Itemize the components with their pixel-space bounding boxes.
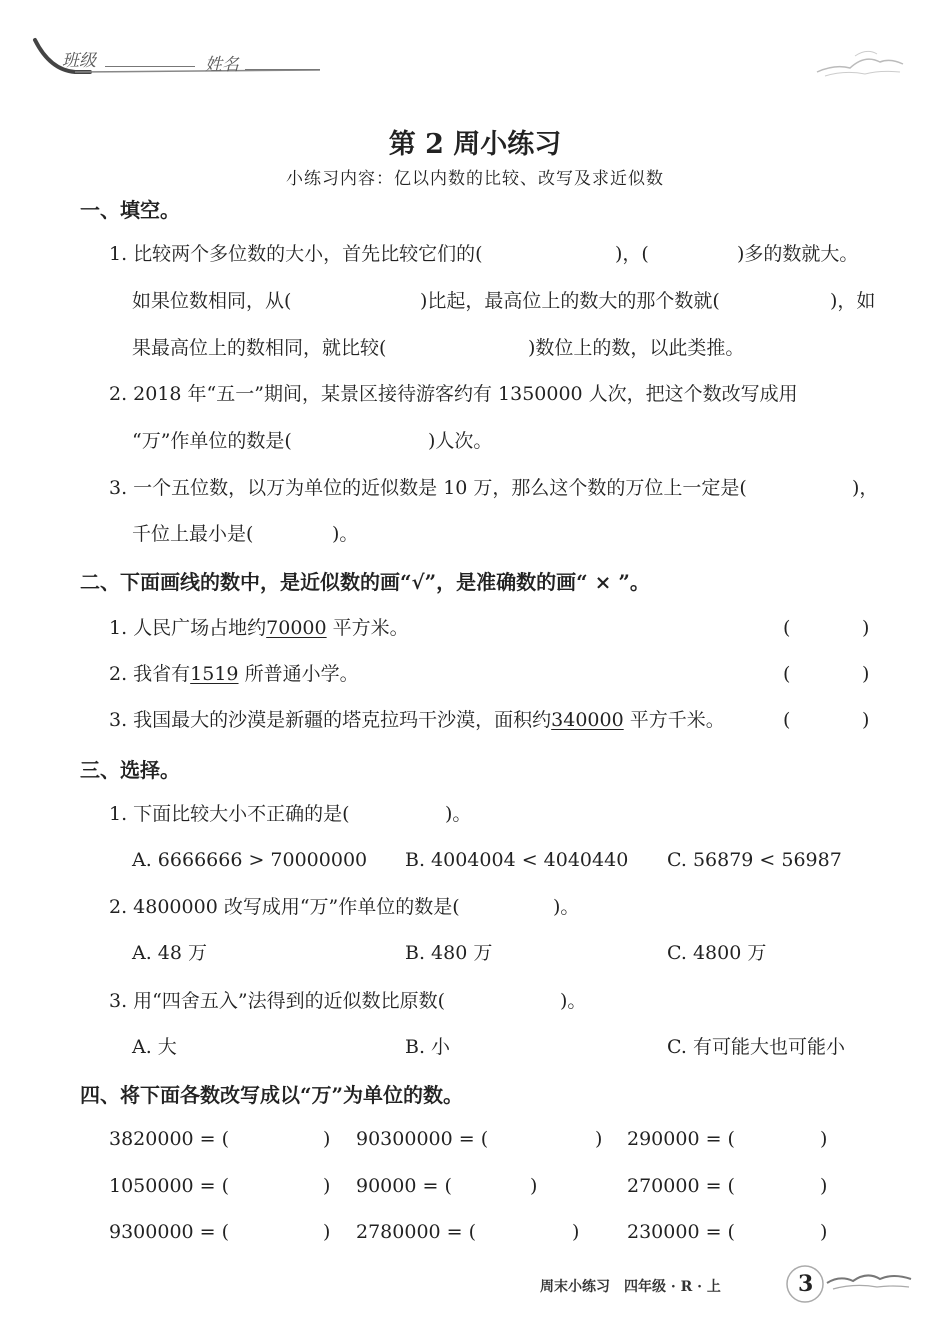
s2-item-2-pre: 2. 我省有 — [109, 663, 191, 685]
section-4-heading: 四、将下面各数改写成以“万”为单位的数。 — [80, 1083, 464, 1107]
q1-line3-b: )数位上的数，以此类推。 — [528, 337, 745, 359]
section-2-heading: 二、下面画线的数中，是近似数的画“√”，是准确数的画“ × ”。 — [80, 570, 650, 594]
section-3-heading: 三、选择。 — [80, 758, 180, 782]
s4-r3-c2: 2780000 = ( — [356, 1221, 477, 1243]
s3-q2-stem-b: )。 — [553, 896, 580, 918]
s4-r2-c1-close: ) — [323, 1175, 331, 1197]
s3-q1-option-b[interactable]: B. 4004004 < 4040440 — [405, 849, 629, 871]
s2-item-2-paren-close: ) — [862, 663, 870, 685]
footer-mountain-decoration — [825, 1265, 915, 1295]
s4-r3-c2-close: ) — [572, 1221, 580, 1243]
s3-q1-stem-a: 1. 下面比较大小不正确的是( — [109, 803, 350, 825]
q1-line2-c: )，如 — [830, 290, 876, 312]
s4-r1-c3-close: ) — [820, 1128, 828, 1150]
s2-item-1-post: 平方米。 — [326, 617, 409, 639]
s2-item-2-number: 1519 — [190, 663, 239, 685]
page-title: 第 2 周小练习 — [388, 129, 562, 160]
s3-q1-option-c[interactable]: C. 56879 < 56987 — [667, 849, 842, 871]
s2-item-2 — [109, 665, 359, 684]
s4-r2-c3-close: ) — [820, 1175, 828, 1197]
q2-line2-a: “万”作单位的数是( — [132, 430, 292, 452]
q1-line2-a: 如果位数相同，从( — [132, 290, 292, 312]
q3-line2-a: 千位上最小是( — [132, 523, 254, 545]
s2-item-3-pre: 3. 我国最大的沙漠是新疆的塔克拉玛干沙漠，面积约 — [109, 709, 552, 731]
section-1-heading: 一、填空。 — [80, 198, 180, 222]
s3-q2-option-b[interactable]: B. 480 万 — [405, 942, 493, 964]
s4-r3-c3-close: ) — [820, 1221, 828, 1243]
s4-r1-c2: 90300000 = ( — [356, 1128, 489, 1150]
s2-item-3 — [109, 711, 725, 730]
q1-line1-a: 1. 比较两个多位数的大小，首先比较它们的( — [109, 243, 483, 265]
q1-line1-c: )多的数就大。 — [737, 243, 859, 265]
s4-r3-c3: 230000 = ( — [627, 1221, 735, 1243]
s4-r2-c1: 1050000 = ( — [109, 1175, 230, 1197]
s4-r3-c1-close: ) — [323, 1221, 331, 1243]
page-subtitle: 小练习内容：亿以内数的比较、改写及求近似数 — [286, 169, 664, 189]
s3-q2-option-c[interactable]: C. 4800 万 — [667, 942, 767, 964]
s3-q3-option-c[interactable]: C. 有可能大也可能小 — [667, 1036, 845, 1058]
s3-q3-stem-b: )。 — [560, 990, 587, 1012]
class-blank[interactable] — [105, 66, 195, 67]
s4-r2-c2-close: ) — [530, 1175, 538, 1197]
s4-r1-c2-close: ) — [595, 1128, 603, 1150]
s2-item-1-paren-close: ) — [862, 617, 870, 639]
s2-item-2-post: 所普通小学。 — [238, 663, 359, 685]
s2-item-3-paren-open[interactable]: ( — [783, 709, 791, 731]
q3-line2-b: )。 — [332, 523, 359, 545]
class-label: 班级 — [62, 51, 96, 71]
s4-r1-c3: 290000 = ( — [627, 1128, 735, 1150]
footer-text: 周末小练习 四年级 · R · 上 — [540, 1279, 721, 1295]
s3-q2-stem-a: 2. 4800000 改写成用“万”作单位的数是( — [109, 896, 460, 918]
s4-r1-c1: 3820000 = ( — [109, 1128, 230, 1150]
s2-item-2-paren-open[interactable]: ( — [783, 663, 791, 685]
s3-q3-option-a[interactable]: A. 大 — [132, 1036, 177, 1058]
s4-r2-c2: 90000 = ( — [356, 1175, 452, 1197]
q2-line2-b: )人次。 — [428, 430, 493, 452]
s2-item-3-post: 平方千米。 — [623, 709, 725, 731]
q1-line3-a: 果最高位上的数相同，就比较( — [132, 337, 387, 359]
s3-q1-option-a[interactable]: A. 6666666 > 70000000 — [132, 849, 368, 871]
s2-item-3-number: 340000 — [551, 709, 624, 731]
s3-q3-stem-a: 3. 用“四舍五入”法得到的近似数比原数( — [109, 990, 446, 1012]
s2-item-1-paren-open[interactable]: ( — [783, 617, 791, 639]
q3-line1-b: )， — [852, 477, 879, 499]
s3-q1-stem-b: )。 — [445, 803, 472, 825]
page-number: 3 — [798, 1271, 814, 1297]
s2-item-1-pre: 1. 人民广场占地约 — [109, 617, 267, 639]
s4-r1-c1-close: ) — [323, 1128, 331, 1150]
q1-line2-b: )比起，最高位上的数大的那个数就( — [420, 290, 720, 312]
s3-q2-option-a[interactable]: A. 48 万 — [132, 942, 208, 964]
s4-r2-c3: 270000 = ( — [627, 1175, 735, 1197]
mountain-decoration — [815, 42, 905, 82]
s4-r3-c1: 9300000 = ( — [109, 1221, 230, 1243]
q3-line1-a: 3. 一个五位数，以万为单位的近似数是 10 万，那么这个数的万位上一定是( — [109, 477, 747, 499]
q1-line1-b: )，( — [615, 243, 649, 265]
s2-item-1-number: 70000 — [266, 617, 327, 639]
q2-line1: 2. 2018 年“五一”期间，某景区接待游客约有 1350000 人次，把这个数改写成用 — [109, 383, 798, 405]
s3-q3-option-b[interactable]: B. 小 — [405, 1036, 451, 1058]
s2-item-1 — [109, 619, 409, 638]
name-label: 姓名 — [205, 55, 239, 75]
s2-item-3-paren-close: ) — [862, 709, 870, 731]
name-blank[interactable] — [245, 69, 320, 70]
